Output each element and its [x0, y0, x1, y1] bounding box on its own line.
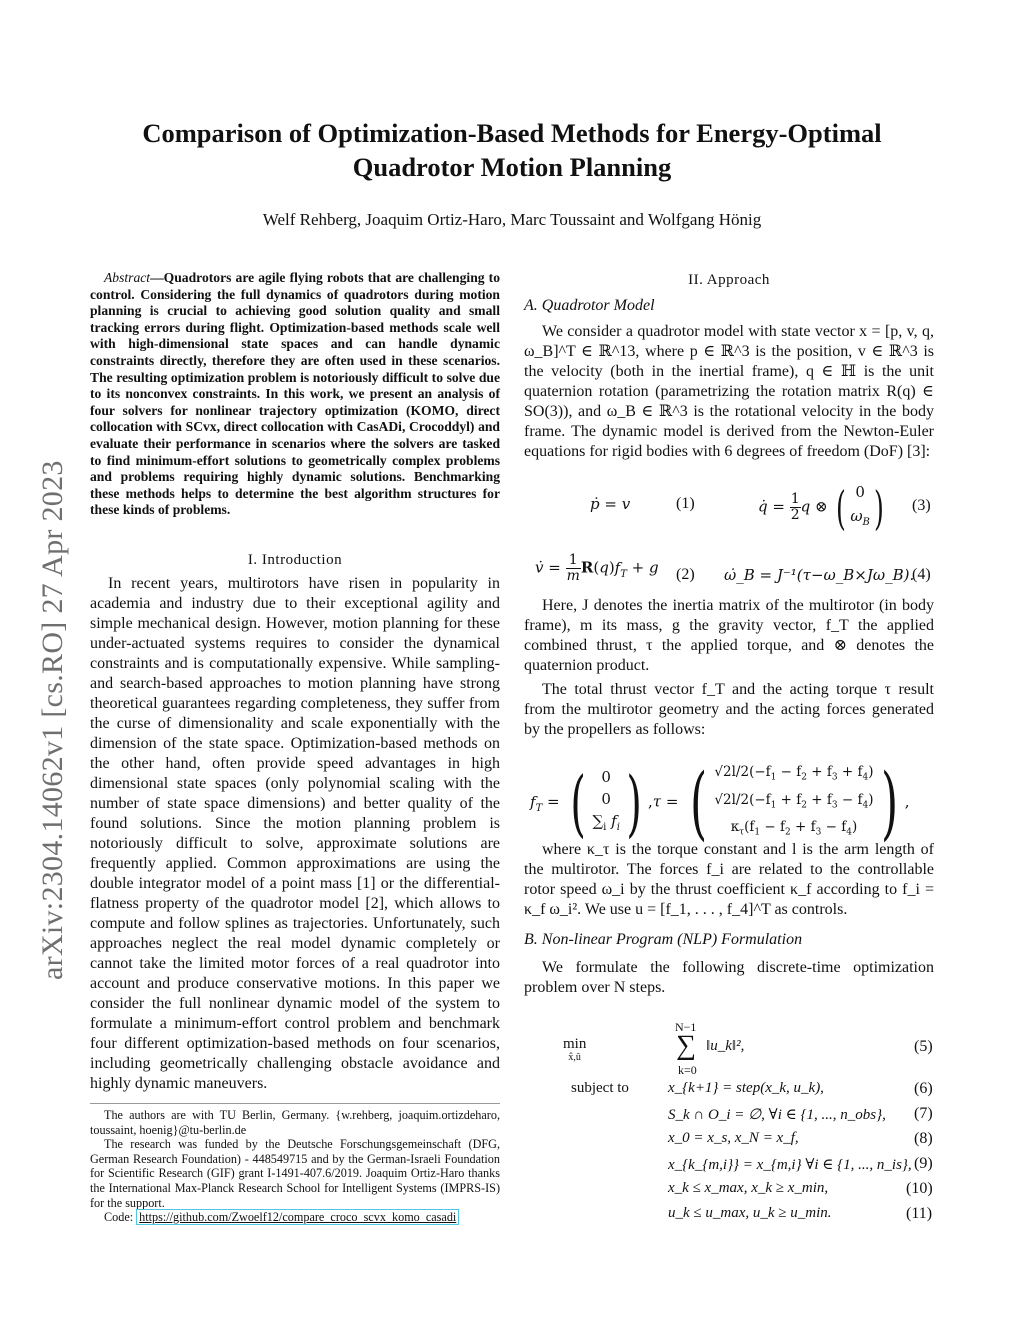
approach-paragraph-1: We consider a quadrotor model with state vector x = [p, v, q, ω_B]^T ∈ ℝ^13, where p ∈ ℝ^3 is the position, v ∈ ℝ^3 is the velocity (both in the inertial frame), q ∈ ℍ is the unit quaternion rotation (parametrizing the rotation matrix R(q) ∈ SO(3)), and ω_B ∈ ℝ^3 is the rotational velocity in the body frame. The dynamic model is derived from the Newton-Euler equations for rigid bodies with 6 degrees of freedom (DoF) [3]: [524, 323, 934, 460]
nlp-constraint-6: x_{k+1} = step(x_k, u_k), [668, 1080, 824, 1096]
equation-2: v̇ = $\frac{1}{m}$ $R(q)f_T + g$ [535, 552, 659, 584]
code-link[interactable]: https://github.com/Zwoelf12/compare_croco_scvx_komo_casadi [136, 1209, 459, 1225]
equation-8-number: (8) [914, 1130, 933, 1147]
subsection-b-heading: B. Non-linear Program (NLP) Formulation [524, 931, 803, 948]
intro-heading: I. Introduction [247, 552, 343, 568]
abstract-text: Quadrotors are agile flying robots that are challenging to control. Considering the full dynamics of quadrotors during motion planning is crucial to achieving good solution quality and small tracking errors during flight. Optimization-based methods scale well with high-dimensional state spaces and can handle dynamic constraints directly, therefore they are often used in these scenarios. The resulting optimization problem is notoriously difficult to solve due to its nonconvex constraints. In this work, we present an analysis of four solvers for nonlinear trajectory optimization (KOMO, direct collocation with SCvx, direct collocation with CasADi, Crocoddyl) and evaluate their performance in scenarios where the solvers are tasked to find minimum-effort solutions to geometrically complex problems and problems requiring highly dynamic solutions. Benchmarking these methods helps to determine the best algorithm structures for these kinds of problems. [90, 270, 500, 518]
abstract-label: Abstract [104, 270, 151, 285]
title-line-1: Comparison of Optimization-Based Methods for Energy-Optimal [142, 118, 882, 148]
equation-7-number: (7) [914, 1105, 933, 1122]
abstract-block: Abstract—Quadrotors are agile flying robots that are challenging to control. Considering the full dynamics of quadrotors during motion planning is crucial to achieving good solution quality and small tracking errors during flight. Optimization-based methods scale well with high-dimensional state spaces and can handle dynamic constraints directly, therefore they are often used in these scenarios. The resulting optimization problem is notoriously difficult to solve due to its nonconvex constraints. In this work, we present an analysis of four solvers for nonlinear trajectory optimization (KOMO, direct collocation with SCvx, direct collocation with CasADi, Crocoddyl) and evaluate their performance in scenarios where the solvers are tasked to find minimum-effort solutions to geometrically complex problems and problems requiring highly dynamic solutions. Benchmarking these methods helps to determine the best algorithm structures for these kinds of problems. [90, 270, 500, 518]
equation-10-number: (10) [906, 1180, 933, 1197]
subsection-a-heading: A. Quadrotor Model [524, 297, 655, 314]
equation-5-number: (5) [914, 1038, 933, 1055]
nlp-subject-to: subject to [571, 1080, 629, 1096]
equation-4-number: (4) [912, 566, 931, 583]
equation-11-number: (11) [906, 1205, 933, 1222]
nlp-constraint-10: x_k ≤ x_max, x_k ≥ x_min, [668, 1180, 829, 1196]
footnotes [90, 1108, 500, 1225]
equation-2-number: (2) [676, 566, 695, 583]
approach-paragraphs-4-5 [524, 840, 934, 998]
nlp-sum-lower: k=0 [678, 1063, 697, 1077]
nlp-constraint-11: u_k ≤ u_max, u_k ≥ u_min. [668, 1205, 832, 1221]
footnote-separator [90, 1103, 500, 1104]
footnote-code: Code: https://github.com/Zwoelf12/compare_croco_scvx_komo_casadi [90, 1210, 500, 1225]
equation-4: ω̇_B = J⁻¹(τ−ω_B×Jω_B). [724, 566, 915, 584]
footnote-affiliation: The authors are with TU Berlin, Germany. {w.rehberg, joaquim.ortizdeharo, toussaint, hoenig}@tu-berlin.de [90, 1108, 500, 1137]
footnote-funding: The research was funded by the Deutsche Forschungsgemeinschaft (DFG, German Research Foundation) - 448549715 and by the German-Israeli Foundation for Scientific Research (GIF) grant I-1491-407.6/2019. Joaquim Ortiz-Haro thanks the International Max-Planck Research School for Intelligent Systems (IMPRS-IS) for the support. [90, 1137, 500, 1210]
nlp-sum-upper: N−1 [675, 1020, 697, 1034]
approach-paragraph-3: The total thrust vector f_T and the acting torque τ result from the multirotor geometry and the acting forces generated by the propellers as follows: [524, 681, 934, 738]
approach-paragraph-4: where κ_τ is the torque constant and l is the arm length of the multirotor. The forces f_i are related to the controllable rotor speed ω_i by the thrust coefficient κ_f according to f_i = κ_f ω_i². We use u = [f_1, . . . , f_4]^T as controls. [524, 841, 934, 918]
nlp-min-operator: min x̂,û [563, 1036, 587, 1063]
title-line-2: Quadrotor Motion Planning [352, 152, 672, 182]
intro-paragraph: In recent years, multirotors have risen in popularity in academia and industry due to their exceptional agility and simple mechanical design. However, motion planning for these under-actuated systems requires to consider the dynamical constraints and is computationally expensive. While sampling- and search-based approaches to motion planning have strong theoretical guarantees regarding completeness, they suffer from the curse of dimensionality and scale exponentially with the dimension of the state space. Optimization-based methods on the other hand, often provide speed advantages in high dimensional state spaces (only polynomial scaling with the number of state space dimensions) and better quality of the found solutions. Since the motion planning problem is notoriously difficult to solve, approximate solutions are frequently applied. Common approximations are using the double integrator model of a point mass [1] or the differential-flatness property of the quadrotor model [2], which allows to compute and follow splines as trajectories. Unfortunately, such approaches neglect the real model dynamic completely or cannot take the limited motor forces of a real quadrotor into account and produce conservative motions. In this paper we consider the full nonlinear dynamic model of the system to formulate a minimum-effort control problem and benchmark four different optimization-based methods on four scenarios, including geometrically challenging obstacle avoidance and highly dynamic maneuvers. [90, 575, 500, 1092]
approach-paragraphs-2-3 [524, 596, 934, 740]
paper-authors: Welf Rehberg, Joaquim Ortiz-Haro, Marc Toussaint and Wolfgang Hönig [262, 210, 762, 229]
equation-6-number: (6) [914, 1080, 933, 1097]
approach-heading: II. Approach [688, 272, 770, 288]
equation-1: ṗ = v [590, 495, 631, 513]
equation-3: q̇ = $\frac{1}{2}$ q ⊗ ( 0 $\omega_B$ ) [758, 480, 884, 535]
nlp-constraint-8: x_0 = x_s, x_N = x_f, [668, 1130, 799, 1146]
arxiv-stamp: arXiv:2304.14062v1 [cs.RO] 27 Apr 2023 [36, 460, 69, 980]
paper-title [0, 116, 1024, 184]
nlp-constraint-7: S_k ∩ O_i = ∅, ∀i ∈ {1, ..., n_obs}, [668, 1107, 886, 1123]
intro-text-block [90, 574, 500, 1094]
nlp-constraint-9: x_{k_{m,i}} = x_{m,i} ∀i ∈ {1, ..., n_is}, [668, 1157, 912, 1173]
equation-3-number: (3) [912, 497, 931, 514]
nlp-objective: ‖u_k‖², [706, 1038, 745, 1054]
thrust-torque-equation: $f_T$ = ( 0 0 $\sum_i$ $f_i$ ) ,τ = ( $√2l/2(-f_1 - f_2 + f_3 + f_4)$ $√2l/2(-f_1 + f_2 + f_3 - f_4)$ $\kappa_\tau(f_1 - f_2 + f_3 - f_4)$ ) , [530, 756, 910, 849]
approach-paragraph-2: Here, J denotes the inertia matrix of the multirotor (in body frame), m its mass, g the gravity vector, f_T the applied combined thrust, τ the applied torque, and ⊗ denotes the quaternion product. [524, 597, 934, 674]
nlp-sum-symbol: ∑ [676, 1030, 696, 1061]
approach-heading-block [524, 270, 934, 462]
equation-9-number: (9) [914, 1155, 933, 1172]
approach-paragraph-5: We formulate the following discrete-time optimization problem over N steps. [524, 959, 934, 996]
equation-1-number: (1) [676, 495, 695, 512]
